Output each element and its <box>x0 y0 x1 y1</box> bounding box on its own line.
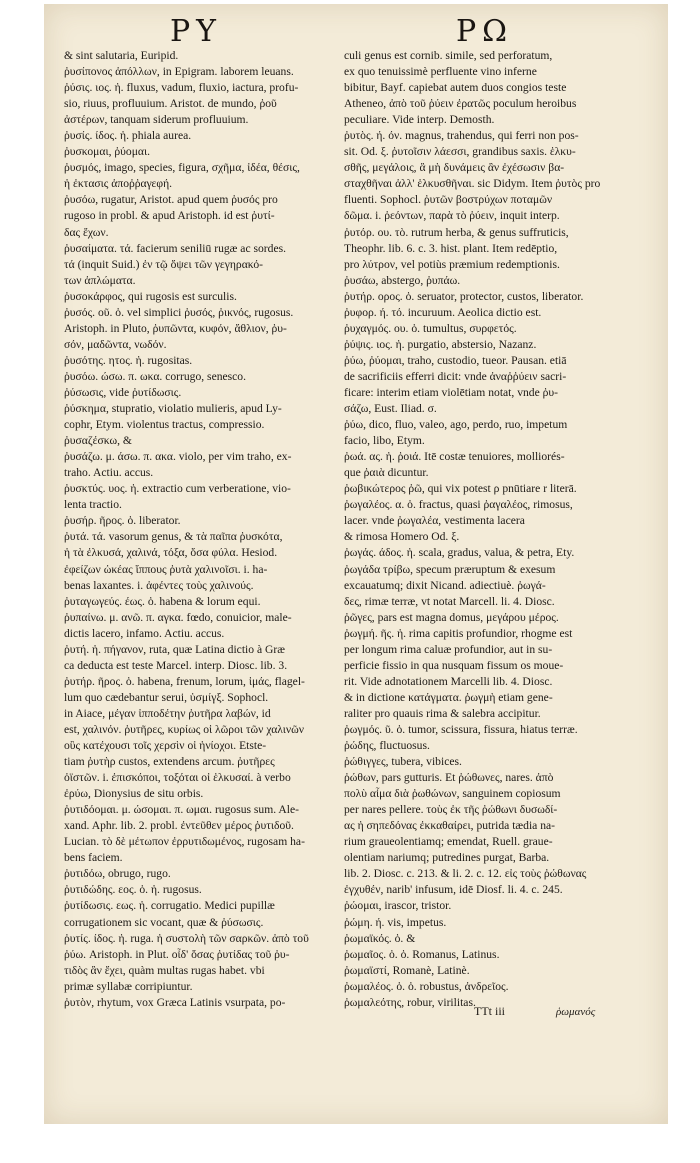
text-line: rugoso in probl. & apud Aristoph. id est ῥυτί- <box>64 209 275 223</box>
text-line: ῥωγάδα τρίβω, specum præruptum & exesum <box>344 562 556 576</box>
text-line: ἐγχυθέν, narib' infusum, idē Diosf. li. 4. c. 245. <box>344 883 563 897</box>
text-line: ας ἡ σηπεδόνας ἐκκαθαίρει, putrida tædia na- <box>344 819 556 833</box>
text-line: ῥωμαλέος. ὁ. ὁ. robustus, ἀνδρεῖος. <box>344 979 509 993</box>
text-line: ῥωά. ας. ἡ. ῥοιά. Itē costæ tenuiores, molliorés- <box>344 450 565 464</box>
text-line: ῥώδης, fluctuosus. <box>344 739 430 753</box>
text-line: πολὺ αἷμα διὰ ῥωθώνων, sanguinem copiosum <box>344 787 561 801</box>
text-line: ῥυσαίματα. τά. facierum seniliū rugæ ac sordes. <box>64 241 287 255</box>
text-line: benas laxantes. i. ἀφέντες τοὺς χαλινούς. <box>64 578 254 592</box>
text-line: ἐρύω, Dionysius de situ orbis. <box>64 787 204 801</box>
text-line: των ἀπλώματα. <box>64 273 136 287</box>
header-right-letters: ΡΩ <box>456 14 514 49</box>
text-line: ἀστέρων, tanquam siderum profluuium. <box>64 113 249 127</box>
text-line: ῥώθιγγες, tubera, vibices. <box>344 755 462 769</box>
text-line: & sint salutaria, Euripid. <box>64 49 179 62</box>
text-line: Lucian. τὸ δὲ μέτωπον ἐρρυτιδωμένος, rugosam ha- <box>64 835 305 849</box>
text-line: perficie fissio in qua nusquam fissum os moue- <box>344 658 564 672</box>
text-line: ῥυτήρ. ῆρος. ὁ. habena, frenum, lorum, ἱμάς, flagel- <box>64 674 305 688</box>
text-line: rit. Vide adnotationem Marcelli lib. 4. Diosc. <box>344 674 553 688</box>
text-line: ῥυτίς. ίδος. ἡ. ruga. ἡ συστολὴ τῶν σαρκῶν. ἀπὸ τοῦ <box>64 931 309 945</box>
text-line: ῥυτὸς. ή. όν. magnus, trahendus, qui ferri non pos- <box>344 129 579 143</box>
text-line: ῥύσις. ιος. ἡ. fluxus, vadum, fluxio, iactura, profu- <box>64 81 299 95</box>
text-line: ῥυτίδωσις. εως. ἡ. corrugatio. Medici pupillæ <box>64 899 275 913</box>
text-line: facio, libo, Etym. <box>344 434 425 448</box>
text-line: δες, rimæ terræ, vt notat Marcell. li. 4. Diosc. <box>344 594 555 608</box>
text-line: primæ syllabæ corripiuntur. <box>64 979 193 993</box>
text-line: ῥυσίς. ίδος. ἡ. phiala aurea. <box>64 129 192 143</box>
text-line: ῥωβικώτερος ῥῶ, qui vix potest ρ pnūtiare r literā. <box>344 482 577 496</box>
text-line: lum quo cædebantur serui, ὑσμίγξ. Sophocl. <box>64 690 269 704</box>
text-line: ῥωγάς. άδος. ἡ. scala, gradus, valua, & petra, Ety. <box>344 546 575 560</box>
text-line: Theophr. lib. 6. c. 3. hist. plant. Item redēptio, <box>344 241 558 255</box>
text-line: traho. Actiu. accus. <box>64 466 154 480</box>
text-line: δας ἔχων. <box>64 225 109 239</box>
text-line: σταχθῆναι ἀλλ' ἑλκυσθῆναι. sic Didym. Item ῥυτὸς pro <box>344 177 601 191</box>
text-line: que ῥαιὰ dicuntur. <box>344 466 429 480</box>
text-line: ῥυσμός, imago, species, figura, σχῆμα, ἰδέα, θέσις, <box>64 161 300 175</box>
text-line: ῥωγμή. ῆς. ἡ. rima capitis profundior, rhogme est <box>344 626 573 640</box>
text-line: σόν, μαδῶντα, νωδόν. <box>64 337 167 351</box>
text-line: lenta tractio. <box>64 498 122 512</box>
text-line: οὓς κατέχουσι τοῖς χερσὶν οἱ ἡνίοχοι. Etste- <box>64 739 267 753</box>
text-line: raliter pro quauis rima & salebra accipitur. <box>344 706 541 720</box>
catchword: ῥωμανός <box>556 1006 596 1018</box>
text-line: ῥύσωσις, vide ῥυτίδωσις. <box>64 385 182 399</box>
text-line: lib. 2. Diosc. c. 213. & li. 2. c. 12. εἰς τοὺς ῥώθωνας <box>344 867 587 881</box>
running-header <box>44 14 668 52</box>
text-line: ῥυσαζέσκω, & <box>64 434 132 448</box>
text-line: ῥυσκτύς. υος. ἡ. extractio cum verberatione, vio- <box>64 482 291 496</box>
text-line: ῥωμαλεότης, robur, virilitas. <box>344 995 476 1009</box>
text-line: tiam ῥυτὴρ custos, extendens arcum. ῥυτῆρες <box>64 755 275 769</box>
text-line: ῥυτιδώδης. εος. ὁ. ἡ. rugosus. <box>64 883 202 897</box>
text-line: ἡ τὰ ἐλκυσά, χαλινά, τόξα, ὅσα φύλα. Hesiod. <box>64 546 278 560</box>
text-line: bens faciem. <box>64 851 123 865</box>
text-line: ῥωγαλέος. α. ὁ. fractus, quasi ῥαγαλέος, rimosus, <box>344 498 573 512</box>
text-line: ἐφείζων ὠκέας ἵππους ῥυτὰ χαλινοῖσι. i. ha- <box>64 562 268 576</box>
text-line: ῥυσότης. ητος. ἡ. rugositas. <box>64 353 193 367</box>
text-line: ῥώμη. ή. vis, impetus. <box>344 915 447 929</box>
text-line: cophr, Etym. violentus tractus, compressio. <box>64 418 265 432</box>
text-line: ῥυσός. οῦ. ὁ. vel simplici ῥυσός, ῥικνός, rugosus. <box>64 305 294 319</box>
text-line: ῥυτή. ἡ. πήγανον, ruta, quæ Latina dictio à Græ <box>64 642 285 656</box>
text-line: τά (inquit Suid.) ἐν τῷ ὄψει τῶν γεγηρακό- <box>64 257 264 271</box>
text-line: xand. Aphr. lib. 2. probl. ἐντεῦθεν μέρος ῥυτιδοῦ. <box>64 819 294 833</box>
text-line: & in dictione κατάγματα. ῥωγμὴ etiam gene- <box>344 690 553 704</box>
text-line: ῥυσίπονος ἀπόλλων, in Epigram. laborem leuans. <box>64 65 294 79</box>
text-line: ῥυταγωγεύς. έως. ὁ. habena & lorum equi. <box>64 594 261 608</box>
text-line: ῥυτὸν, rhytum, vox Græca Latinis vsurpata, po- <box>64 995 286 1009</box>
text-line: de sacrificiis efferri dicit: vnde ἀναῤῥύειν sacri- <box>344 369 567 383</box>
text-line: ca deducta est teste Marcel. interp. Diosc. lib. 3. <box>64 658 288 672</box>
text-line: pro λύτρον, vel potiùs præmium redemptionis. <box>344 257 560 271</box>
right-column <box>344 48 616 1011</box>
text-line: τιδὸς ἂν ἔχει, quàm multas rugas habet. vbi <box>64 963 265 977</box>
text-line: ῥυτιδόω, obrugo, rugo. <box>64 867 171 881</box>
text-line: dictis lacero, infamo. Actiu. accus. <box>64 626 225 640</box>
text-line: est, χαλινόν. ῥυτῆρες, κυρίως οἱ λῶροι τῶν χαλινῶν <box>64 722 304 736</box>
text-line: δῶμα. i. ῥεόντων, παρὰ τὸ ῥύειν, inquit interp. <box>344 209 560 223</box>
text-line: ficare: interim etiam violētiam notat, vnde ῥυ- <box>344 385 559 399</box>
text-line: ἡ ἐκτασις ἀποῤῥαγεφή. <box>64 177 173 191</box>
text-line: ῥυτά. τά. vasorum genus, & τὰ παῖπα ῥυσκότα, <box>64 530 283 544</box>
book-page <box>44 4 668 1124</box>
text-line: ῥυτιδόομαι. μ. ώσομαι. π. ωμαι. rugosus sum. Ale- <box>64 803 300 817</box>
text-line: sio, riuus, profluuium. Aristot. de mundo, ῥοῦ <box>64 97 277 111</box>
text-line: ῥωμαϊκός. ὁ. & <box>344 931 416 945</box>
text-line: ῥωγμός. ῦ. ὁ. tumor, scissura, fissura, hiatus terræ. <box>344 722 578 736</box>
text-line: Atheneo, ἀπὸ τοῦ ῥύειν ἐρατῶς poculum heroibus <box>344 97 577 111</box>
text-line: olentiam nariumq; putredines purgat, Barba. <box>344 851 550 865</box>
text-line: ῥωμαϊστί, Romanè, Latinè. <box>344 963 470 977</box>
text-line: ῥυσοκάρφος, qui rugosis est surculis. <box>64 289 237 303</box>
text-line: ῥυσκομαι, ῥύομαι. <box>64 145 150 159</box>
text-line: ῥυσάω, abstergo, ῥυπάω. <box>344 273 461 287</box>
text-line: Aristoph. in Pluto, ῥυπῶντα, κυφόν, ἄθλιον, ῥυ- <box>64 321 287 335</box>
text-line: per nares pellere. τοὺς ἐκ τῆς ῥώθωνι δυσωδί- <box>344 803 558 817</box>
text-line: σάζω, Eust. Iliad. σ. <box>344 402 437 416</box>
text-line: ῥύω. Aristoph. in Plut. οἶδ' ὅσας ῥυτίδας τοῦ ῥυ- <box>64 947 290 961</box>
text-line: ὀϊστῶν. i. ἐπισκόποι, τοξόται οἱ ἑλκυσαί. à verbo <box>64 771 291 785</box>
text-line: ῥύσκημα, stupratio, violatio mulieris, apud Ly- <box>64 402 282 416</box>
text-line: ῥῶγες, pars est magna domus, μεγάρου μέρος. <box>344 610 559 624</box>
text-line: ῥυτόρ. ου. τὸ. rutrum herba, & genus suffruticis, <box>344 225 569 239</box>
text-line: ῥυσήρ. ῆρος. ὁ. liberator. <box>64 514 181 528</box>
text-line: ῥυχαγμός. ου. ὁ. tumultus, συρφετός. <box>344 321 517 335</box>
text-line: ῥυσάζω. μ. άσω. π. ακα. violo, per vim traho, ex- <box>64 450 292 464</box>
text-line: ῥυσόω. ώσω. π. ωκα. corrugo, senesco. <box>64 369 247 383</box>
text-line: bibitur, Bayf. capiebat autem duos congios teste <box>344 81 567 95</box>
text-line: peculiare. Vide interp. Demosth. <box>344 113 495 127</box>
text-line: per longum rima caluæ profundior, aut in su- <box>344 642 553 656</box>
text-line: ῥυφορ. ή. τό. incuruum. Aeolica dictio est. <box>344 305 542 319</box>
text-line: in Aiace, μέγαν ἱπποδέτην ῥυτῆρα λαβών, id <box>64 706 271 720</box>
text-line: excauatumq; dixit Nicand. adiectiuè. ῥωγά- <box>344 578 546 592</box>
text-line: fluenti. Sophocl. ῥυτῶν βοστρύχων ποταμῶν <box>344 193 553 207</box>
left-column <box>64 48 336 1011</box>
text-line: ῥύω, ῥύομαι, traho, custodio, tueor. Pausan. etiā <box>344 353 567 367</box>
text-line: & rimosa Homero Od. ξ. <box>344 530 460 544</box>
text-line: ῥυπαίνω. μ. ανῶ. π. αγκα. fœdo, conuicior, male- <box>64 610 292 624</box>
text-line: ῥυτήρ. ορος. ὁ. seruator, protector, custos, liberator. <box>344 289 584 303</box>
header-left-letters: ΡΥ <box>170 14 222 49</box>
text-line: ῥύψις. ιος. ἡ. purgatio, abstersio, Nazanz. <box>344 337 537 351</box>
text-line: lacer. vnde ῥωγαλέα, vestimenta lacera <box>344 514 525 528</box>
text-line: ῥώθων, pars gutturis. Et ῥώθωνες, nares. ἀπὸ <box>344 771 554 785</box>
text-line: sit. Od. ξ. ῥυτοῖσιν λάεσσι, grandibus saxis. ἑλκυ- <box>344 145 576 159</box>
text-line: ex quo tenuissimè perfluente vino inferne <box>344 65 537 79</box>
text-line: ῥύω, dico, fluo, valeo, ago, perdo, ruo, impetum <box>344 418 568 432</box>
text-line: culi genus est cornib. simile, sed perforatum, <box>344 49 553 62</box>
text-line: σθῆς, μεγάλοις, ἃ μὴ δυνάμεις ἂν ἐχέσωσιν βα- <box>344 161 565 175</box>
text-line: corrugationem sic vocant, quæ & ῥύσωσις. <box>64 915 264 929</box>
text-line: rium graueolentiamq; emendat, Ruell. graue- <box>344 835 553 849</box>
signature-mark: TTt iii <box>474 1004 505 1018</box>
text-line: ῥυσόω, rugatur, Aristot. apud quem ῥυσός pro <box>64 193 278 207</box>
text-line: ῥωμαῖος. ὁ. ὁ. Romanus, Latinus. <box>344 947 500 961</box>
text-line: ῥώομαι, irascor, tristor. <box>344 899 452 913</box>
